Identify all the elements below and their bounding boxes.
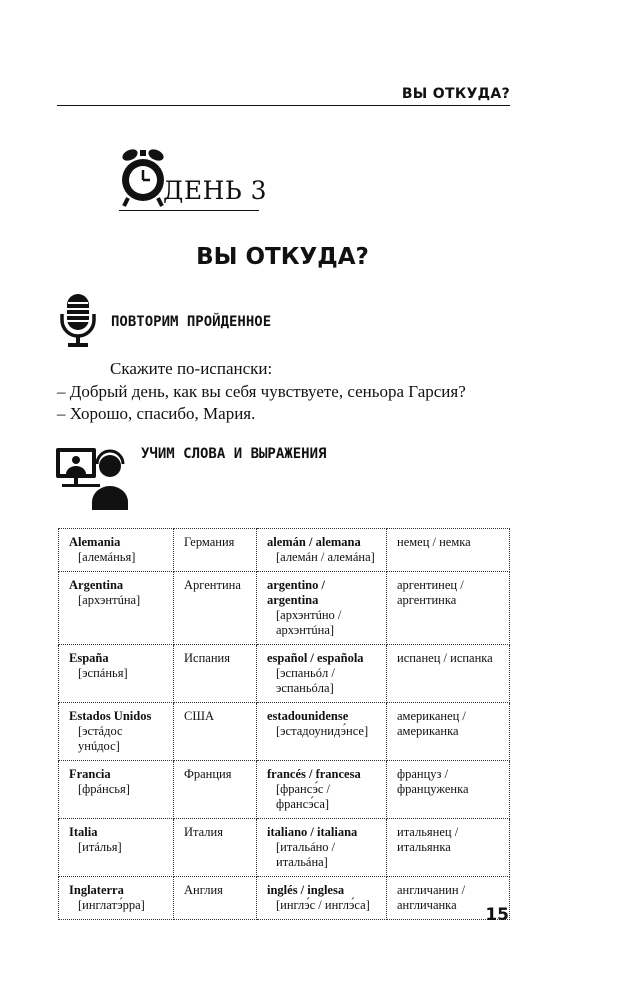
country-transcription: [алемáнья] — [78, 550, 136, 564]
nationality-word: inglés / inglesa — [267, 883, 345, 897]
alarm-clock-icon — [119, 146, 167, 208]
nationality-word: estadounidense — [267, 709, 349, 723]
vocab-heading: УЧИМ СЛОВА И ВЫРАЖЕНИЯ — [141, 446, 327, 462]
country-word: Estados Unidos — [69, 709, 152, 723]
table-row — [59, 761, 510, 819]
country-word: Alemania — [69, 535, 121, 549]
running-header: ВЫ ОТКУДА? — [401, 86, 510, 102]
nationality-translation: англичанин / англичанка — [387, 877, 510, 920]
nationality-transcription: [алемáн / алемáна] — [276, 550, 375, 564]
nationality-transcription: [итальáно / итальáна] — [276, 840, 336, 869]
country-cell — [59, 703, 174, 761]
country-cell — [59, 529, 174, 572]
nationality-word: alemán / alemana — [267, 535, 361, 549]
country-cell — [59, 819, 174, 877]
nationality-cell — [257, 572, 387, 645]
review-instruction: Скажите по-испански: — [110, 359, 273, 378]
country-translation: Италия — [174, 819, 257, 877]
table-row — [59, 703, 510, 761]
country-cell — [59, 761, 174, 819]
nationality-transcription: [франсэ́с / франсэ́са] — [276, 782, 330, 811]
nationality-cell — [257, 761, 387, 819]
nationality-translation: аргентинец / аргентинка — [387, 572, 510, 645]
country-cell — [59, 877, 174, 920]
nationality-cell — [257, 529, 387, 572]
nationality-transcription: [архэнтúно / архэнтúна] — [276, 608, 342, 637]
video-lesson-icon — [54, 444, 130, 510]
lesson-title-text: ВЫ ОТКУДА? — [196, 244, 369, 270]
nationality-translation: немец / немка — [387, 529, 510, 572]
day-label: ДЕНЬ 3 — [163, 176, 268, 205]
table-row — [59, 877, 510, 920]
country-transcription: [эстáдос унúдос] — [78, 724, 123, 753]
country-translation: Англия — [174, 877, 257, 920]
country-word: Italia — [69, 825, 98, 839]
country-word: Inglaterra — [69, 883, 124, 897]
nationality-translation: американец / американка — [387, 703, 510, 761]
nationality-word: español / española — [267, 651, 364, 665]
nationality-transcription: [эспаньóл / эспаньóла] — [276, 666, 335, 695]
day-underline — [119, 210, 259, 211]
nationality-word: francés / francesa — [267, 767, 361, 781]
country-word: Argentina — [69, 578, 124, 592]
nationality-translation: итальянец / итальянка — [387, 819, 510, 877]
country-cell — [59, 572, 174, 645]
country-transcription: [эспáнья] — [78, 666, 128, 680]
country-transcription: [фрáнсья] — [78, 782, 130, 796]
day-title — [119, 146, 279, 216]
page-number: 15 — [485, 905, 509, 925]
country-transcription: [итáлья] — [78, 840, 122, 854]
dialogue-line-1: – Добрый день, как вы себя чувствуете, сеньора Гарсия? — [57, 382, 466, 401]
nationality-cell — [257, 703, 387, 761]
country-cell — [59, 645, 174, 703]
nationality-transcription: [эстадоунидэ́нсе] — [276, 724, 369, 738]
country-translation: Франция — [174, 761, 257, 819]
table-row — [59, 645, 510, 703]
lesson-title — [0, 244, 619, 270]
microphone-icon — [59, 292, 97, 348]
country-transcription: [архэнтúна] — [78, 593, 141, 607]
header-rule — [57, 105, 510, 106]
country-translation: США — [174, 703, 257, 761]
nationality-transcription: [инглэ́с / инглэ́са] — [276, 898, 370, 912]
nationality-translation: испанец / испанка — [387, 645, 510, 703]
nationality-cell — [257, 645, 387, 703]
country-translation: Аргентина — [174, 572, 257, 645]
nationality-word: argentino / argentina — [267, 578, 325, 607]
country-translation: Испания — [174, 645, 257, 703]
dialogue-line-2: – Хорошо, спасибо, Мария. — [57, 404, 256, 423]
country-translation: Германия — [174, 529, 257, 572]
review-heading: ПОВТОРИМ ПРОЙДЕННОЕ — [111, 314, 272, 330]
table-row — [59, 572, 510, 645]
nationality-cell — [257, 819, 387, 877]
country-word: Francia — [69, 767, 111, 781]
country-word: España — [69, 651, 109, 665]
nationality-cell — [257, 877, 387, 920]
table-row — [59, 529, 510, 572]
nationality-translation: француз / француженка — [387, 761, 510, 819]
country-transcription: [инглатэ́рра] — [78, 898, 145, 912]
nationality-word: italiano / italiana — [267, 825, 358, 839]
vocabulary-table — [58, 528, 510, 920]
table-row — [59, 819, 510, 877]
